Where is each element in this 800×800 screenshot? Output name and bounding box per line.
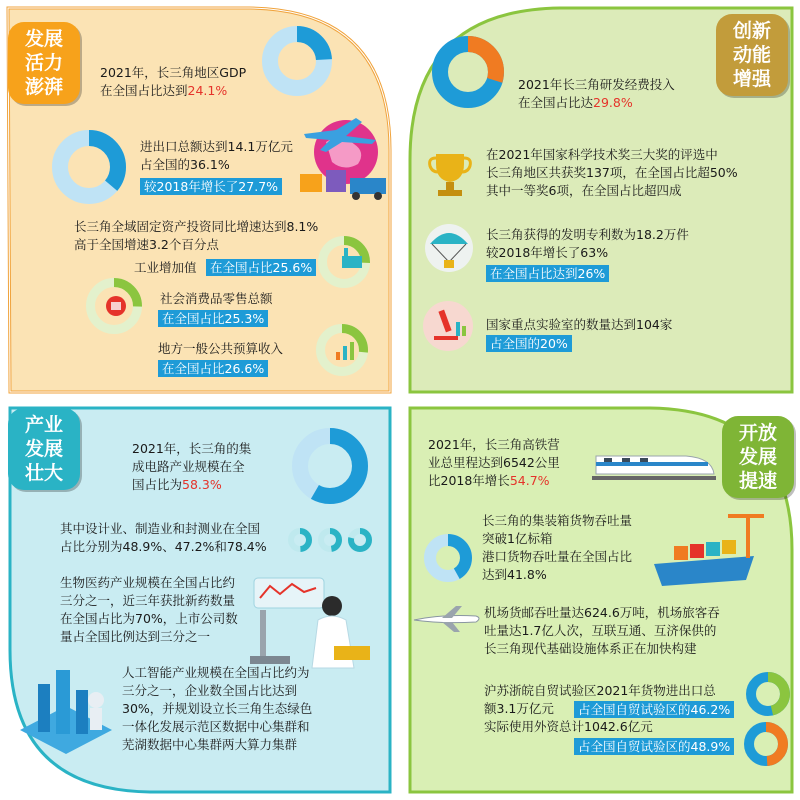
bio-text: 生物医药产业规模在全国占比约 三分之一，近三年获批新药数量 在全国占比为70%，上市公司数 量占全国比例达到三分之一 bbox=[60, 575, 238, 644]
ic-detail-text: 其中设计业、制造业和封测业在全国 占比分别为48.9%、47.2%和78.4% bbox=[60, 521, 267, 554]
ring-trade bbox=[52, 130, 126, 204]
ring-ic bbox=[292, 428, 368, 504]
patent-text: 长三角获得的发明专利数为18.2万件 较2018年增长了63% bbox=[486, 227, 689, 260]
ftz-fdi-text: 实际使用外资总计1042.6亿元 bbox=[484, 719, 653, 734]
ring-port bbox=[424, 534, 472, 582]
train-icon bbox=[586, 436, 718, 492]
badge-industry: 产业 发展 壮大 bbox=[8, 408, 80, 490]
plane-icon bbox=[412, 604, 482, 634]
award-text: 在2021年国家科学技术奖三大奖的评选中 长三角地区共获奖137项，在全国占比超50% 其中一等奖6项，在全国占比超四成 bbox=[486, 147, 738, 198]
ring-ftz-fdi bbox=[744, 722, 788, 766]
badge-innovation: 创新 动能 增强 bbox=[716, 14, 788, 96]
scientist-icon bbox=[246, 576, 382, 672]
city-ai-icon bbox=[14, 660, 118, 770]
globe-icon bbox=[296, 112, 392, 204]
shopping-icon bbox=[102, 292, 130, 320]
ring-ftz-trade bbox=[746, 672, 790, 716]
ring-manufacturing bbox=[318, 528, 342, 552]
ship-icon bbox=[650, 508, 770, 594]
microscope-icon bbox=[422, 300, 474, 352]
retail-highlight: 在全国占比25.3% bbox=[158, 310, 268, 327]
patent-highlight: 在全国占比达到26% bbox=[486, 265, 609, 282]
trade-highlight: 较2018年增长了27.7% bbox=[140, 178, 282, 195]
port-text: 长三角的集装箱货物吞吐量 突破1亿标箱 港口货物吞吐量在全国占比 达到41.8% bbox=[482, 513, 633, 582]
ic-text: 2021年，长三角的集 成电路产业规模在全 国占比为58.3% bbox=[132, 441, 252, 492]
trophy-icon bbox=[426, 148, 474, 200]
rd-text: 2021年长三角研发经费投入 在全国占比达29.8% bbox=[518, 77, 675, 110]
lab-highlight: 占全国的20% bbox=[486, 335, 572, 352]
rail-text: 2021年，长三角高铁营 业总里程达到6542公里 比2018年增长54.7% bbox=[428, 437, 560, 488]
investment-text: 长三角全域固定资产投资同比增速达到8.1% 高于全国增速3.2个百分点 bbox=[74, 219, 319, 252]
lab-text: 国家重点实验室的数量达到104家 bbox=[486, 317, 673, 332]
chart-icon bbox=[332, 336, 360, 364]
ring-design bbox=[288, 528, 312, 552]
retail-label: 社会消费品零售总额 bbox=[160, 291, 273, 306]
industry-highlight: 在全国占比25.6% bbox=[206, 259, 316, 276]
badge-opening: 开放 发展 提速 bbox=[722, 416, 794, 498]
ftz-text: 沪苏浙皖自贸试验区2021年货物进出口总 额3.1万亿元 bbox=[484, 683, 716, 716]
ai-text: 人工智能产业规模在全国占比约为 三分之一，企业数全国占比达到 30%，并规划设立长三角生态绿色 一体化发展示范区数据中心集群和 芜湖数据中心集群两大算力集群 bbox=[122, 665, 313, 752]
ring-packaging bbox=[348, 528, 372, 552]
ftz-highlight-2: 占全国自贸试验区的48.9% bbox=[574, 738, 734, 755]
industry-label: 工业增加值 bbox=[134, 260, 197, 275]
ring-gdp bbox=[262, 26, 332, 96]
ftz-highlight-1: 占全国自贸试验区的46.2% bbox=[574, 701, 734, 718]
trade-text: 进出口总额达到14.1万亿元 占全国的36.1% bbox=[140, 139, 293, 172]
parachute-icon bbox=[424, 222, 474, 274]
factory-icon bbox=[338, 244, 366, 272]
gdp-text: 2021年，长三角地区GDP 在全国占比达到24.1% bbox=[100, 65, 247, 98]
badge-development: 发展 活力 澎湃 bbox=[8, 22, 80, 104]
budget-label: 地方一般公共预算收入 bbox=[158, 341, 284, 356]
air-text: 机场货邮吞吐量达624.6万吨，机场旅客吞 吐量达1.7亿人次，互联互通、互济保供的 长三角现代基础设施体系正在加快构建 bbox=[484, 605, 720, 656]
budget-highlight: 在全国占比26.6% bbox=[158, 360, 268, 377]
ring-rd bbox=[432, 36, 504, 108]
